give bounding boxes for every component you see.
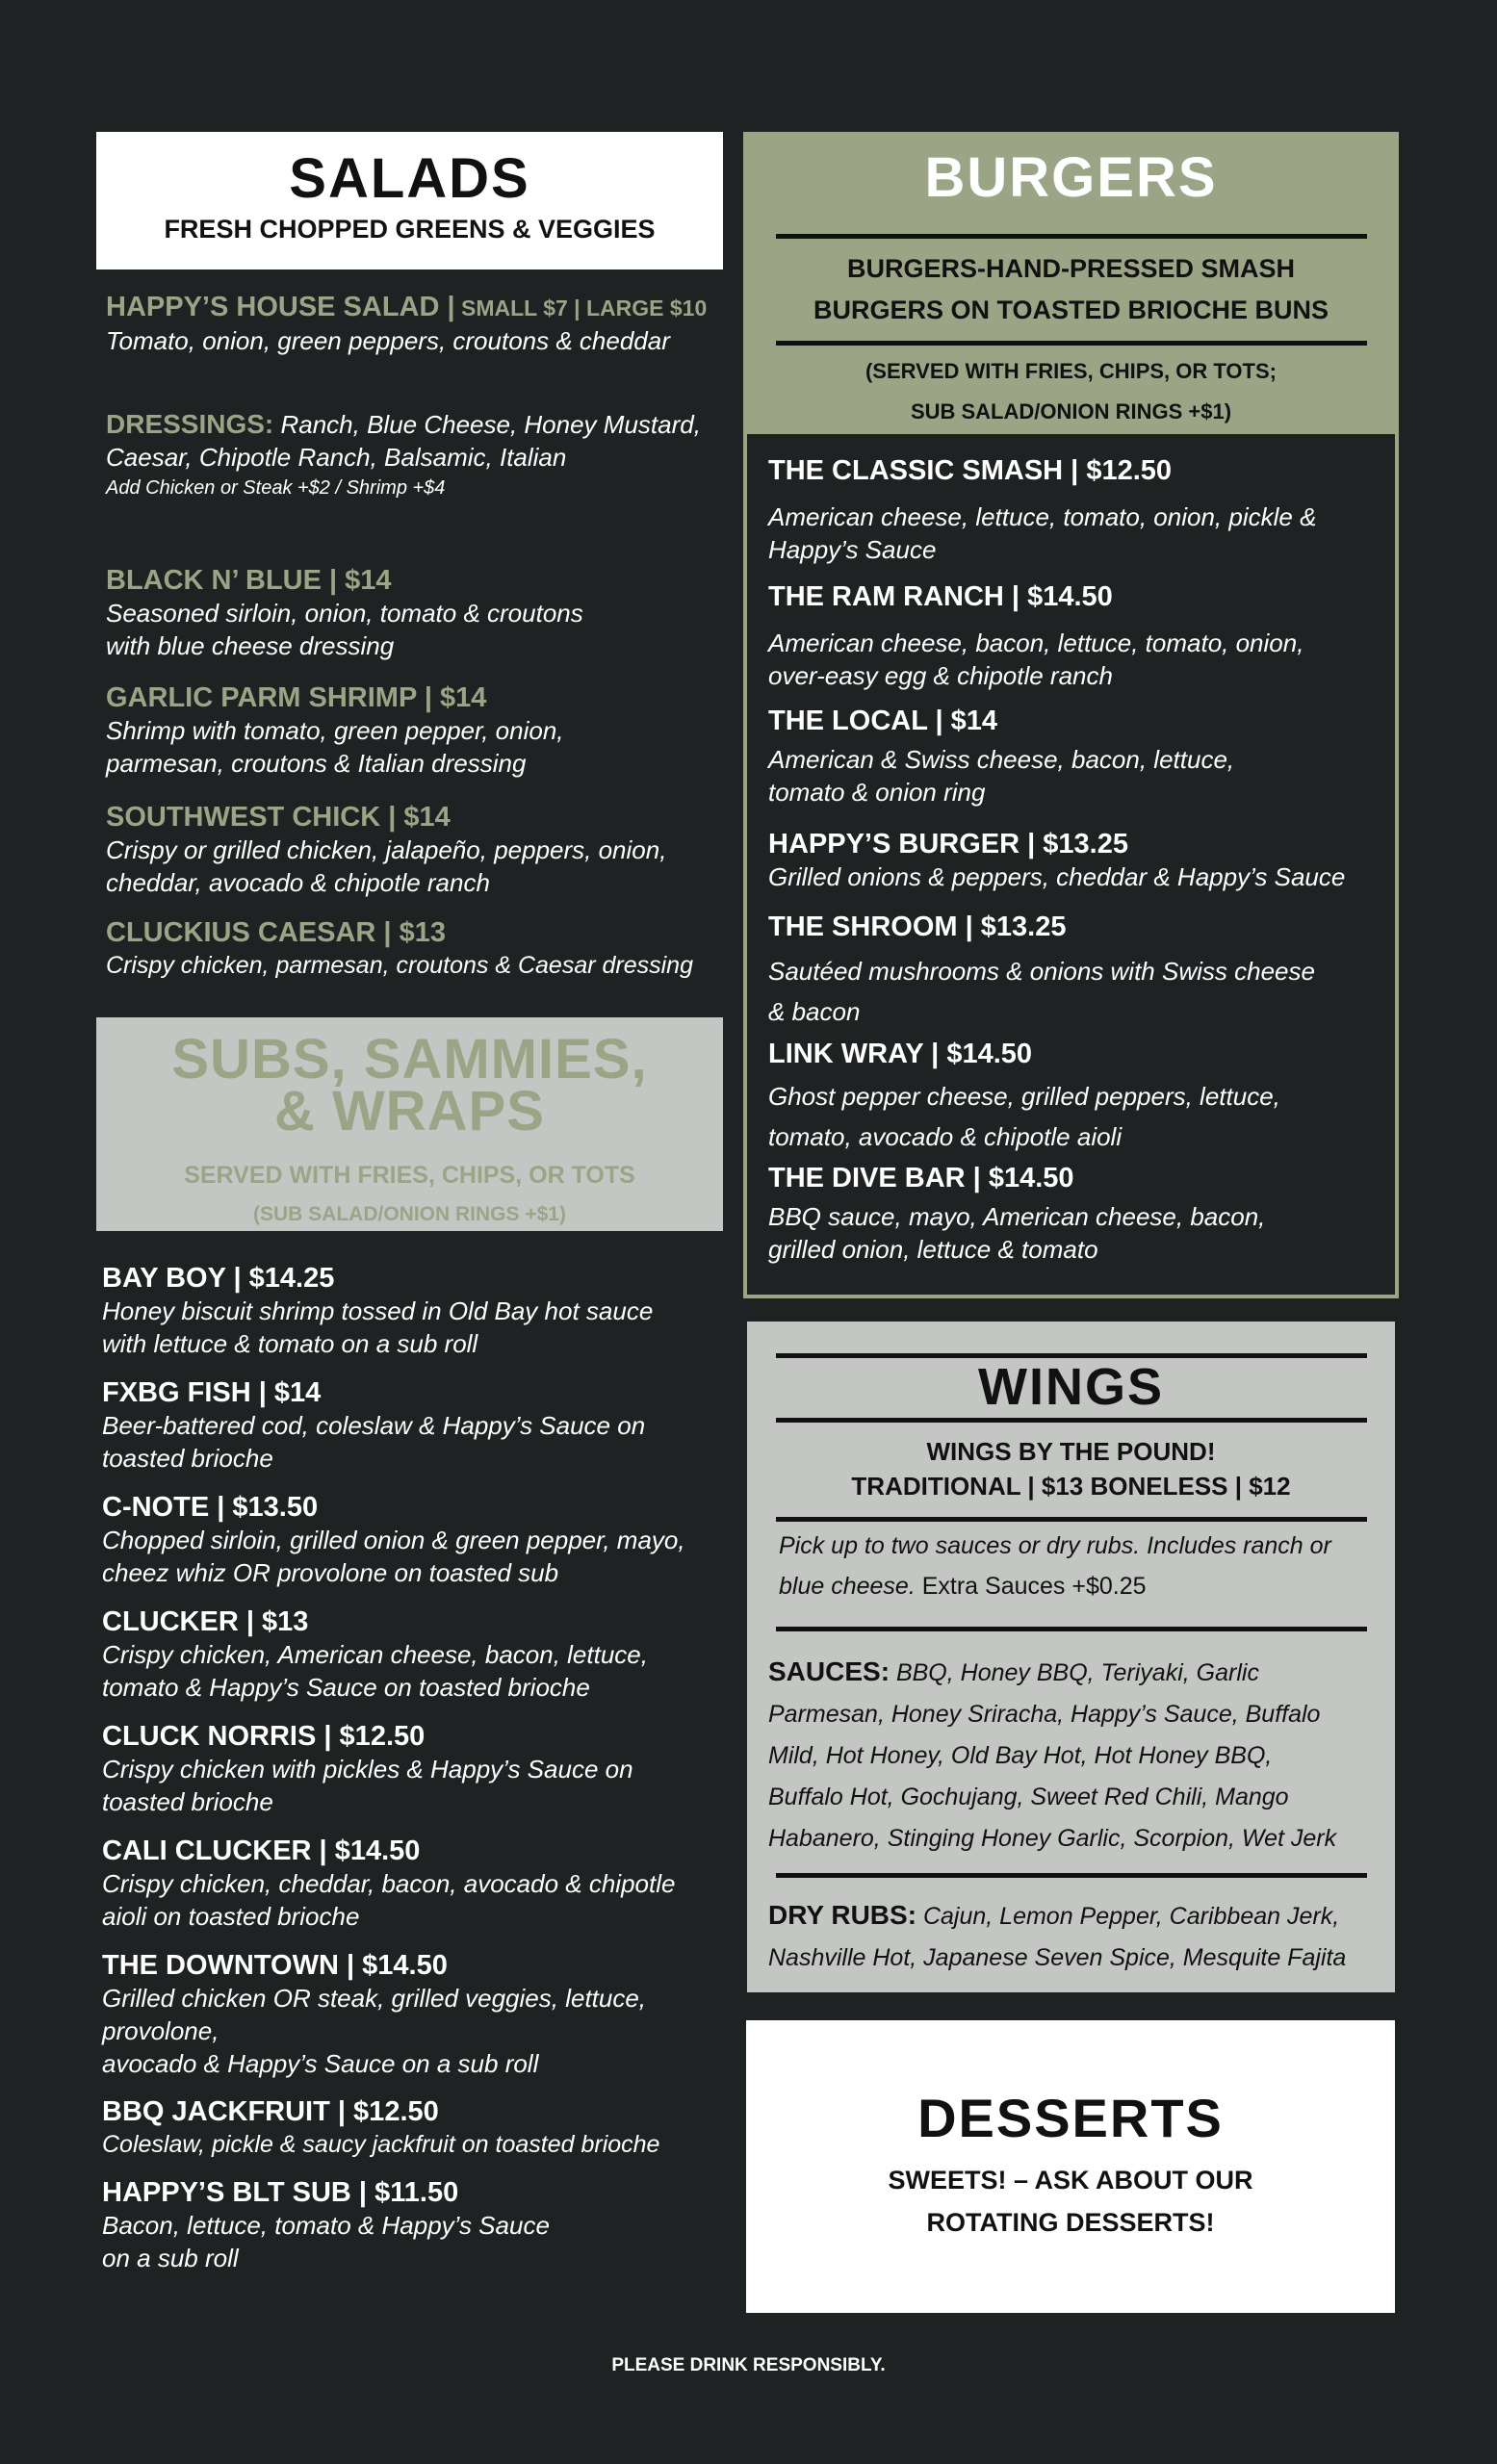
dressings-block (106, 408, 732, 502)
burger-item-name: THE SHROOM | $13.25 (768, 911, 1067, 942)
burger-item-desc: Ghost pepper cheese, grilled peppers, lettuce, (768, 1082, 1280, 1111)
house-salad-desc: Tomato, onion, green peppers, croutons & cheddar (106, 326, 670, 355)
salad-item-desc: parmesan, croutons & Italian dressing (106, 749, 527, 778)
salad-item-name: CLUCKIUS CAESAR | $13 (106, 917, 446, 948)
burgers-subtitle-line-2: BURGERS ON TOASTED BRIOCHE BUNS (813, 295, 1329, 324)
salad-item (106, 801, 732, 899)
sub-item-desc: Crispy chicken with pickles & Happy’s Sauce on (102, 1755, 633, 1784)
sub-item-desc: Chopped sirloin, grilled onion & green pepper, mayo, (102, 1526, 685, 1554)
burgers-header (747, 136, 1395, 434)
burger-item-desc: American & Swiss cheese, bacon, lettuce, (768, 745, 1235, 774)
burgers-divider (776, 234, 1367, 239)
sub-item (102, 1376, 728, 1475)
sub-item (102, 1491, 728, 1589)
sub-item (102, 1720, 728, 1818)
burgers-note (747, 351, 1395, 432)
sub-item-desc: Beer-battered cod, coleslaw & Happy’s Sauce on (102, 1411, 646, 1440)
salad-item-name: GARLIC PARM SHRIMP | $14 (106, 682, 487, 713)
salad-item-desc: Seasoned sirloin, onion, tomato & croutons (106, 599, 583, 628)
salad-item (106, 916, 741, 982)
sub-item (102, 2176, 728, 2274)
sub-item (102, 1262, 728, 1360)
sub-item-desc: avocado & Happy’s Sauce on a sub roll (102, 2049, 539, 2078)
sauces-line: Mild, Hot Honey, Old Bay Hot, Hot Honey BBQ, (768, 1742, 1273, 1769)
burger-item-desc: American cheese, lettuce, tomato, onion, pickle & (768, 502, 1317, 531)
dressings-list: Ranch, Blue Cheese, Honey Mustard, (273, 410, 701, 439)
burger-item (768, 580, 1384, 692)
sub-item-name: THE DOWNTOWN | $14.50 (102, 1950, 448, 1981)
burgers-note-line-1: (SERVED WITH FRIES, CHIPS, OR TOTS; (865, 359, 1277, 383)
desserts-panel (746, 2020, 1395, 2313)
wings-dry-rubs (768, 1894, 1384, 1979)
burger-item-desc: tomato, avocado & chipotle aioli (768, 1122, 1123, 1151)
salad-item-name: SOUTHWEST CHICK | $14 (106, 802, 451, 833)
sub-item-name: CLUCK NORRIS | $12.50 (102, 1721, 426, 1752)
sub-item (102, 1835, 728, 1933)
subs-title-line-1: SUBS, SAMMIES, (171, 1028, 648, 1091)
sub-item (102, 1605, 728, 1704)
salad-item-desc: cheddar, avocado & chipotle ranch (106, 868, 490, 897)
sauces-label: SAUCES: (768, 1656, 890, 1686)
sub-item-name: FXBG FISH | $14 (102, 1377, 322, 1408)
burger-item (768, 1038, 1384, 1157)
burger-item-desc: American cheese, bacon, lettuce, tomato, onion, (768, 629, 1304, 657)
burger-item-desc: BBQ sauce, mayo, American cheese, bacon, (768, 1202, 1266, 1231)
burger-item-name: THE CLASSIC SMASH | $12.50 (768, 455, 1173, 486)
salad-item-desc: with blue cheese dressing (106, 631, 395, 660)
salad-item-name: BLACK N’ BLUE | $14 (106, 565, 392, 596)
burgers-title: BURGERS (924, 146, 1218, 209)
house-salad-sizes: SMALL $7 | LARGE $10 (454, 295, 708, 321)
wings-divider (776, 1418, 1367, 1423)
burger-item-name: THE RAM RANCH | $14.50 (768, 581, 1113, 612)
sub-item-desc: Bacon, lettuce, tomato & Happy’s Sauce (102, 2211, 550, 2240)
subs-title-line-2: & WRAPS (274, 1080, 545, 1142)
sub-item-name: BAY BOY | $14.25 (102, 1263, 335, 1294)
sub-item (102, 1949, 728, 2080)
wings-subtitle-line-2: TRADITIONAL | $13 BONELESS | $12 (851, 1472, 1291, 1501)
sauces-line: Parmesan, Honey Sriracha, Happy’s Sauce, Buffalo (768, 1701, 1321, 1728)
wings-subtitle (747, 1434, 1395, 1503)
burger-item-name: LINK WRAY | $14.50 (768, 1039, 1033, 1069)
burger-item (768, 1162, 1384, 1266)
sub-item-desc: Crispy chicken, cheddar, bacon, avocado & chipotle (102, 1869, 676, 1898)
burgers-divider (776, 341, 1367, 346)
sub-item-desc: Coleslaw, pickle & saucy jackfruit on toasted brioche (102, 2131, 660, 2158)
dressings-addon: Add Chicken or Steak +$2 / Shrimp +$4 (106, 477, 446, 499)
salads-header (96, 132, 723, 270)
burger-item (768, 828, 1384, 893)
subs-served: SERVED WITH FRIES, CHIPS, OR TOTS (184, 1162, 635, 1189)
sub-item-desc: Honey biscuit shrimp tossed in Old Bay hot sauce (102, 1296, 654, 1325)
sub-item-desc: Crispy chicken, American cheese, bacon, lettuce, (102, 1640, 648, 1669)
house-salad-name: HAPPY’S HOUSE SALAD | (106, 292, 455, 322)
sub-item-desc: toasted brioche (102, 1787, 273, 1816)
burger-item-desc: over-easy egg & chipotle ranch (768, 661, 1113, 690)
burger-item-desc: tomato & onion ring (768, 778, 986, 807)
sub-item (102, 2095, 737, 2161)
desserts-subtitle-line-1: SWEETS! – ASK ABOUT OUR (888, 2166, 1253, 2194)
burger-item-desc: grilled onion, lettuce & tomato (768, 1235, 1098, 1264)
wings-instructions-line-1: Pick up to two sauces or dry rubs. Includes ranch or (779, 1532, 1331, 1559)
wings-divider (776, 1517, 1367, 1522)
sub-item-desc: Grilled chicken OR steak, grilled veggies, lettuce, (102, 1984, 647, 2013)
salad-item-desc: Crispy or grilled chicken, jalapeño, peppers, onion, (106, 835, 667, 864)
wings-subtitle-line-1: WINGS BY THE POUND! (926, 1437, 1216, 1466)
burger-item-desc: Sautéed mushrooms & onions with Swiss cheese (768, 957, 1315, 986)
sub-item-desc: with lettuce & tomato on a sub roll (102, 1329, 478, 1358)
burger-item-name: THE LOCAL | $14 (768, 706, 998, 736)
desserts-title: DESSERTS (917, 2088, 1224, 2148)
sauces-line: BBQ, Honey BBQ, Teriyaki, Garlic (890, 1659, 1259, 1686)
desserts-subtitle-line-2: ROTATING DESSERTS! (926, 2208, 1215, 2237)
wings-divider (776, 1627, 1367, 1631)
wings-panel (747, 1322, 1395, 1992)
burger-item (768, 454, 1384, 566)
sub-item-desc: provolone, (102, 2016, 219, 2045)
wings-sauces (768, 1651, 1384, 1860)
sub-item-name: HAPPY’S BLT SUB | $11.50 (102, 2177, 459, 2208)
salad-item-desc: Crispy chicken, parmesan, croutons & Caesar dressing (106, 952, 693, 979)
sub-item-desc: tomato & Happy’s Sauce on toasted brioche (102, 1673, 590, 1702)
sub-item-name: BBQ JACKFRUIT | $12.50 (102, 2096, 439, 2127)
salads-subtitle: FRESH CHOPPED GREENS & VEGGIES (164, 215, 656, 244)
sub-item-name: CLUCKER | $13 (102, 1606, 309, 1637)
burger-item (768, 911, 1384, 1032)
sub-item-desc: on a sub roll (102, 2244, 239, 2272)
wings-title: WINGS (978, 1358, 1164, 1416)
sub-item-desc: cheez whiz OR provolone on toasted sub (102, 1558, 559, 1587)
wings-instructions-line-2: blue cheese. (779, 1573, 916, 1600)
burgers-subtitle (747, 248, 1395, 331)
burger-item (768, 705, 1384, 808)
sub-item-desc: aioli on toasted brioche (102, 1902, 360, 1931)
dressings-label: DRESSINGS: (106, 409, 274, 439)
sauces-line: Buffalo Hot, Gochujang, Sweet Red Chili, Mango (768, 1784, 1289, 1810)
burger-item-name: THE DIVE BAR | $14.50 (768, 1163, 1074, 1194)
burger-item-desc: & bacon (768, 997, 861, 1026)
wings-extra-sauces: Extra Sauces +$0.25 (915, 1573, 1147, 1600)
salad-item-desc: Shrimp with tomato, green pepper, onion, (106, 716, 564, 745)
dry-rubs-line: Nashville Hot, Japanese Seven Spice, Mesquite Fajita (768, 1944, 1347, 1971)
sub-item-name: CALI CLUCKER | $14.50 (102, 1835, 421, 1866)
wings-instructions (779, 1526, 1376, 1606)
salad-item (106, 564, 732, 662)
subs-note: (SUB SALAD/ONION RINGS +$1) (253, 1203, 566, 1225)
dry-rubs-label: DRY RUBS: (768, 1900, 917, 1930)
burger-item-desc: Happy’s Sauce (768, 535, 937, 564)
burger-item-desc: Grilled onions & peppers, cheddar & Happy’s Sauce (768, 862, 1346, 891)
desserts-subtitle (746, 2159, 1395, 2244)
footer-disclaimer: PLEASE DRINK RESPONSIBLY. (611, 2355, 886, 2375)
burgers-subtitle-line-1: BURGERS-HAND-PRESSED SMASH (846, 254, 1296, 283)
subs-header (96, 1017, 723, 1231)
dressings-list-2: Caesar, Chipotle Ranch, Balsamic, Italian (106, 443, 567, 472)
wings-divider (776, 1873, 1367, 1878)
sub-item-desc: toasted brioche (102, 1444, 273, 1473)
sauces-line: Habanero, Stinging Honey Garlic, Scorpion, Wet Jerk (768, 1825, 1337, 1852)
salads-title: SALADS (289, 147, 530, 210)
salad-item (106, 681, 732, 780)
dry-rubs-line: Cajun, Lemon Pepper, Caribbean Jerk, (916, 1903, 1340, 1930)
burgers-note-line-2: SUB SALAD/ONION RINGS +$1) (910, 399, 1232, 424)
house-salad-item (106, 291, 732, 357)
sub-item-name: C-NOTE | $13.50 (102, 1492, 319, 1523)
burger-item-name: HAPPY’S BURGER | $13.25 (768, 829, 1128, 860)
